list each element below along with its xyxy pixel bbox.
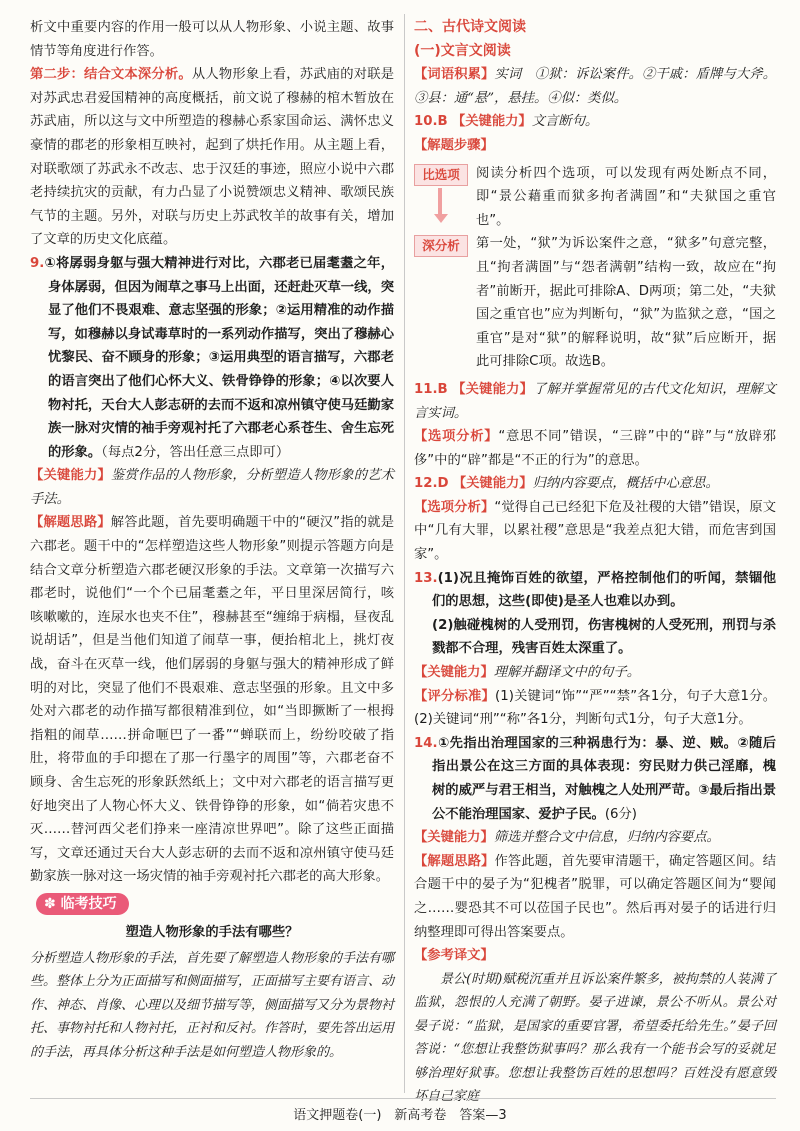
q11-ability-text: 了解并掌握常见的古代文化知识，理解文言实词。 xyxy=(414,381,776,421)
q13-ability-text: 理解并翻译文中的句子。 xyxy=(493,665,641,681)
page-footer: 语文押题卷(一) 新高考卷 答案—3 xyxy=(293,1108,507,1123)
q9-idea-text: 解答此题，首先要明确题干中的“硬汉”指的就是六郡老。题干中的“怎样塑造这些人物形象”则提示答题方向是结合文章分析塑造六郡老硬汉形象的手法。文章第一次描写六郡老时，说他们“一个个已届耄耋之年，平日里深居简行，咳咳嗽嗽的，连尿水也夹不住”，穆赫甚至“缠绵于病榻，昼夜乱说胡话”，但是当他们知道了闹草一事，便抬棺北上，挑灯夜战，奋斗在灭草一线，他们孱弱的身躯与强大的精神形成了鲜明的对比，突显了他们不畏艰难、意志坚强的形象。且文中多处对六郡老的动作描写都很精准到位，如“当即撅断了一根拇指粗的闹草……拼命咂巴了一番”“蝉联而上，纷纷咬破了指肚，将带血的手印摁在了那一行墨字的周围”等，六郡老奋不顾身、舍生忘死的形象跃然纸上；文中对六郡老的语言描写更好地突出了人物心怀大义、铁骨铮铮的形象，如“倘若灾患不灭……替河西父老们挣来一座清凉世界吧”。除了这些正面描写，文章还通过天台大人彭志研的去而不返和凉州镇守使马廷勤家族一脉对这一场灾情的袖手旁观衬托六郡老的高大形象。 xyxy=(30,515,394,885)
q12-options-text: “觉得自己已经犯下危及社稷的大错”错误，原文中“几有大罪，以累社稷”意思是“我差点犯大错，而危害到国家”。 xyxy=(414,499,777,563)
q14-ability-tag: 【关键能力】 xyxy=(414,830,494,846)
q14-text: ①先指出治理国家的三种祸患行为：暴、逆、贼。②随后指出景公在这三方面的具体表现：穷民财力供己淫靡，槐树的威严与君王相当，对触槐之人处刑严苛。③最后指出景公不能治理国家、爱护子民。 xyxy=(432,735,776,822)
vocab-text: 实词 ①狱：诉讼案件。②干戚：盾牌与大斧。③县：通“悬”，悬挂。④似：类似。 xyxy=(414,67,777,106)
q9-ability-text: 鉴赏作品的人物形象，分析塑造人物形象的艺术手法。 xyxy=(30,468,395,507)
q9-idea xyxy=(30,511,394,889)
tip-star-icon: ✽ xyxy=(44,895,61,912)
step1-label: 比选项 xyxy=(414,164,468,186)
q13-score-tag: 【评分标准】 xyxy=(414,688,496,704)
step2-text: 从人物形象上看，苏武庙的对联是对苏武忠君爱国精神的高度概括，前文说了穆赫的棺木暂放在苏武庙，所以这与文中所塑造的穆赫心系家国命运、满怀忠义豪情的郡老的形象相互映衬，起到了烘托作用。从主题上看，对联歌颂了苏武永不改志、忠于汉廷的事迹，照应小说中六郡老持续抗灾的贡献，有力凸显了小说赞颂忠义精神、歌颂民族气节的主题。另外，对联与历史上苏武牧羊的故事有关，增加了文章的历史文化底蕴。 xyxy=(30,67,395,248)
q9-idea-tag: 【解题思路】 xyxy=(30,515,111,531)
q13-score-text: (1)关键词“饰”“严”“禁”各1分，句子大意1分。(2)关键词“刑”“称”各1分，判断句式1分，句子大意1分。 xyxy=(414,688,776,728)
q11-options-text: “意思不同”错误，“三辟”中的“辟”与“放辟邪侈”中的“辟”都是“不正的行为”的意思。 xyxy=(414,429,776,468)
step2-text: 第一处，“狱”为诉讼案件之意，“狱多”句意完整，且“拘者满圄”与“怨者满朝”结构一致，故应在“拘者”前断开，据此可排除A、D两项；第二处，“夫狱国之重官也”应为判断句，“狱”为监狱之意，“国之重官”是对“狱”的解释说明，故“狱”后应断开，据此可排除C项。故选B。 xyxy=(476,236,776,370)
q10-number: 10.B xyxy=(414,114,448,130)
sub-title: (一)文言文阅读 xyxy=(414,42,511,59)
step1-text: 阅读分析四个选项，可以发现有两处断点不同，即“景公藉重而狱多拘者满圄”和“夫狱国之重官也”。 xyxy=(476,165,776,228)
q14-ability-text: 筛选并整合文中信息，归纳内容要点。 xyxy=(493,830,720,846)
steps-heading xyxy=(414,134,776,158)
q12-answer xyxy=(414,472,776,496)
left-column xyxy=(30,16,394,1064)
q14-answer xyxy=(414,732,776,826)
q9-ability xyxy=(30,464,394,511)
q9-answer xyxy=(30,252,394,464)
q9-ability-tag: 【关键能力】 xyxy=(30,468,111,484)
q14-number: 14. xyxy=(414,735,438,751)
footer-divider xyxy=(30,1098,776,1099)
q13-answer-1 xyxy=(414,567,776,614)
tip-body: 分析塑造人物形象的手法，首先要了解塑造人物形象的手法有哪些。整体上分为正面描写和侧面描写，正面描写主要有语言、动作、神态、肖像、心理以及细节描写等，侧面描写又分为景物衬托、事物衬托和人物衬托，正衬和反衬。作答时，要先答出运用的手法，再具体分析这种手法是如何塑造人物形象的。 xyxy=(30,950,395,1060)
q11-options xyxy=(414,425,776,472)
q11-number: 11.B xyxy=(414,381,448,397)
q10-answer xyxy=(414,110,776,134)
q13-ability-tag: 【关键能力】 xyxy=(414,665,494,681)
q14-score: (6分) xyxy=(604,806,637,822)
translation-tag: 【参考译文】 xyxy=(414,948,494,964)
q12-options xyxy=(414,496,776,567)
down-arrow-icon xyxy=(434,188,446,223)
q9-number: 9. xyxy=(30,255,45,271)
q14-idea-tag: 【解题思路】 xyxy=(414,853,495,869)
section-title: 二、古代诗文阅读 xyxy=(414,19,526,35)
q13-ability xyxy=(414,661,776,685)
q12-number: 12.D xyxy=(414,476,449,492)
q10-ability-text: 文言断句。 xyxy=(531,114,599,130)
column-divider xyxy=(404,14,405,1093)
q11-answer xyxy=(414,378,776,425)
steps-tag: 【解题步骤】 xyxy=(414,137,494,153)
q9-text: ①将孱弱身躯与强大精神进行对比，六郡老已届耄耋之年，身体孱弱，但因为闹草之事马上出面，还赶赴灭草一线，突显了他们不畏艰难、意志坚强的形象；②运用精准的动作描写，如穆赫以身试毒草时的一系列动作描写，突出了穆赫心忧黎民、奋不顾身的形象；③运用典型的语言描写，六郡老的语言突出了他们心怀大义、铁骨铮铮的形象；④以次要人物衬托，天台大人彭志研的去而不返和凉州镇守使马廷勤家族一脉对灾情的袖手旁观衬托了六郡老心系苍生、舍生忘死的形象。 xyxy=(44,255,394,460)
q13-part1: (1)况且掩饰百姓的欲望，严格控制他们的听闻，禁锢他们的思想，这些(即使)是圣人也难以办到。 xyxy=(432,570,776,610)
q11-options-tag: 【选项分析】 xyxy=(414,429,499,445)
q9-score: （每点2分，答出任意三点即可） xyxy=(101,444,290,460)
intro-paragraph: 析文中重要内容的作用一般可以从人物形象、小说主题、故事情节等角度进行作答。 xyxy=(30,20,394,59)
tip-label: 临考技巧 xyxy=(60,895,117,912)
q12-options-tag: 【选项分析】 xyxy=(414,499,495,515)
q14-ability xyxy=(414,826,776,850)
tip-title: 塑造人物形象的手法有哪些？ xyxy=(125,924,299,940)
q11-ability-tag: 【关键能力】 xyxy=(452,381,534,397)
q13-part2: (2)触碰槐树的人受刑罚，伤害槐树的人受死刑，刑罚与杀戮都不合理，残害百姓太深重了。 xyxy=(432,617,776,657)
step2-tag: 第二步：结合文本深分析。 xyxy=(30,67,192,83)
step2-paragraph xyxy=(30,63,394,252)
vocab-tag: 【词语积累】 xyxy=(414,67,495,83)
q13-number: 13. xyxy=(414,570,438,586)
right-column xyxy=(414,16,776,1109)
q12-ability-text: 归纳内容要点，概括中心意思。 xyxy=(532,476,719,492)
vocab xyxy=(414,63,776,110)
solution-steps xyxy=(414,162,776,374)
step2-label: 深分析 xyxy=(414,235,468,257)
q14-idea xyxy=(414,850,776,944)
q10-ability-tag: 【关键能力】 xyxy=(451,114,532,130)
tip-badge xyxy=(36,893,129,915)
q14-idea-text: 作答此题，首先要审清题干，确定答题区间。结合题干中的晏子为“犯槐者”脱罪，可以确定答题区间为“婴闻之……婴恐其不可以莅国子民也”。然后再对晏子的话进行归纳整理即可得出答案要点。 xyxy=(414,853,777,940)
q12-ability-tag: 【关键能力】 xyxy=(452,476,533,492)
q13-scoring xyxy=(414,685,776,732)
translation-text: 景公(时期)赋税沉重并且诉讼案件繁多，被拘禁的人装满了监狱，怨恨的人充满了朝野。晏子进谏，景公不听从。景公对晏子说：“监狱，是国家的重要官署，希望委托给先生。”晏子回答说：“您想让我整饬狱事吗？那么我有一个能书会写的妥就足够治理好狱事。您想让我整饬百姓的思想吗？百姓没有愿意毁坏自己家庭 xyxy=(414,971,776,1105)
translation-heading xyxy=(414,944,776,968)
